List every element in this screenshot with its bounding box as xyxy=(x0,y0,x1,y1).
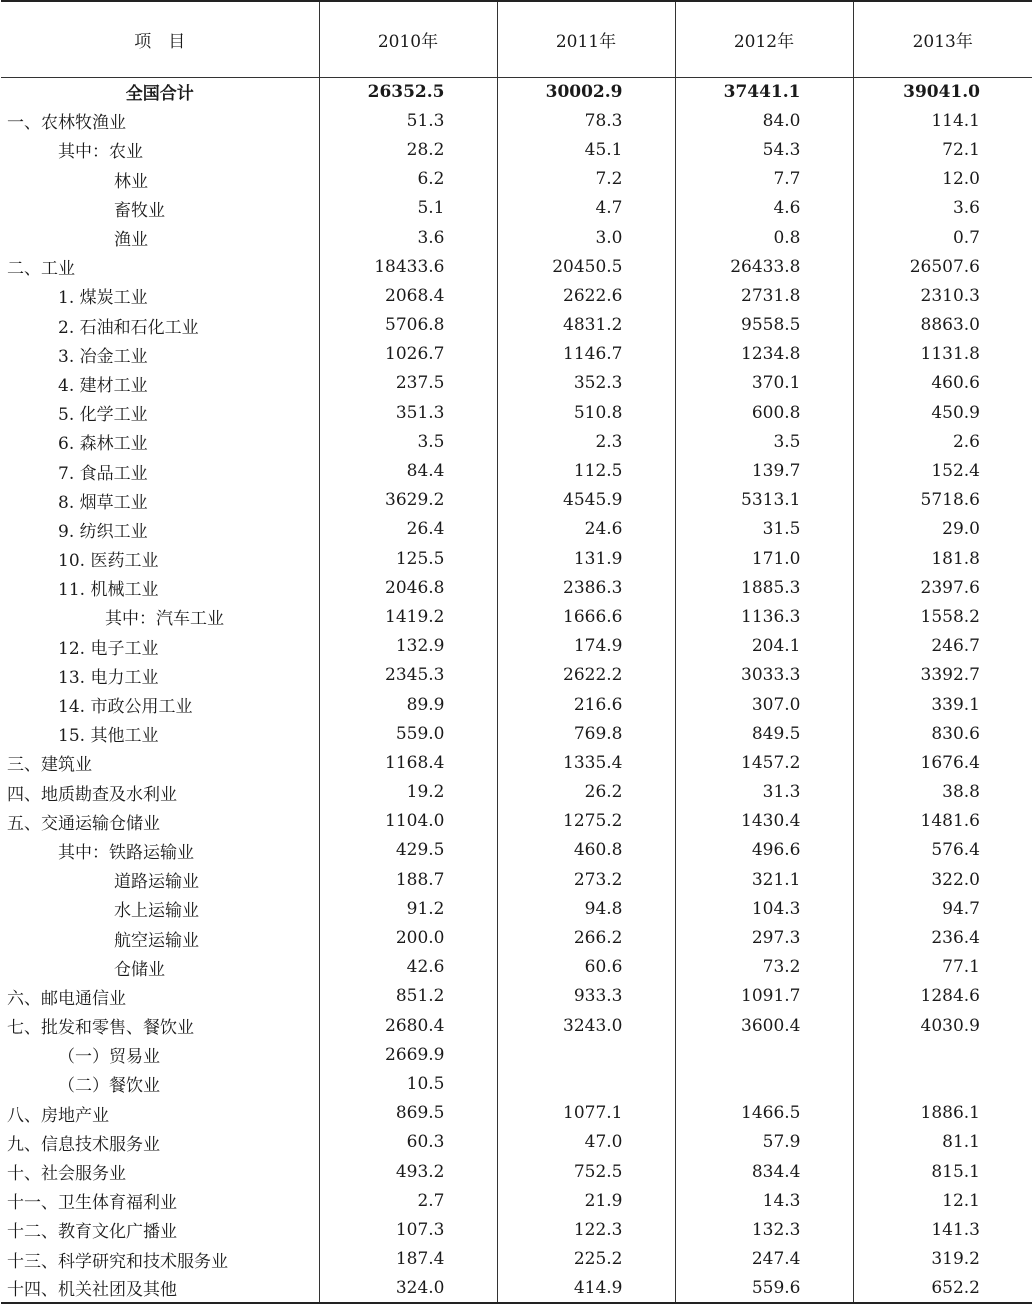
value-cell-2013: 1284.6 xyxy=(853,982,1032,1011)
value-cell-2012: 31.3 xyxy=(675,778,853,807)
value-cell-2010: 2680.4 xyxy=(319,1011,497,1040)
row-label: 仓储业 xyxy=(114,959,165,980)
value-cell-2012: 1091.7 xyxy=(675,982,853,1011)
row-label: 12. 电子工业 xyxy=(58,638,159,659)
row-label: 十、社会服务业 xyxy=(7,1164,126,1185)
value-cell-2012: 3600.4 xyxy=(675,1011,853,1040)
value-cell-2011 xyxy=(497,1069,675,1098)
table-row xyxy=(1,1245,1032,1274)
table-row xyxy=(1,77,1032,106)
value-cell-2013: 141.3 xyxy=(853,1215,1032,1244)
table-row xyxy=(1,661,1032,690)
row-label: 八、房地产业 xyxy=(7,1105,109,1126)
value-cell-2010: 26352.5 xyxy=(319,77,497,106)
row-label: 10. 医药工业 xyxy=(58,551,159,572)
value-cell-2012: 1234.8 xyxy=(675,340,853,369)
value-cell-2010: 493.2 xyxy=(319,1157,497,1186)
value-cell-2011: 4.7 xyxy=(497,194,675,223)
value-cell-2013: 319.2 xyxy=(853,1245,1032,1274)
table-row xyxy=(1,252,1032,281)
value-cell-2013: 12.1 xyxy=(853,1186,1032,1215)
value-cell-2011: 24.6 xyxy=(497,515,675,544)
value-cell-2013: 12.0 xyxy=(853,165,1032,194)
value-cell-2011: 7.2 xyxy=(497,165,675,194)
table-row xyxy=(1,311,1032,340)
value-cell-2010: 42.6 xyxy=(319,953,497,982)
investment-table xyxy=(1,0,1032,1304)
row-label: （二）餐饮业 xyxy=(58,1076,160,1097)
value-cell-2012: 247.4 xyxy=(675,1245,853,1274)
table-row xyxy=(1,340,1032,369)
value-cell-2010: 3.5 xyxy=(319,427,497,456)
value-cell-2012: 57.9 xyxy=(675,1128,853,1157)
row-label: 1. 煤炭工业 xyxy=(58,288,148,309)
row-label: 全国合计 xyxy=(125,84,194,105)
value-cell-2010: 851.2 xyxy=(319,982,497,1011)
value-cell-2011: 1146.7 xyxy=(497,340,675,369)
value-cell-2013: 450.9 xyxy=(853,398,1032,427)
value-cell-2012: 4.6 xyxy=(675,194,853,223)
value-cell-2013: 1558.2 xyxy=(853,602,1032,631)
value-cell-2010: 6.2 xyxy=(319,165,497,194)
value-cell-2012: 31.5 xyxy=(675,515,853,544)
row-label: 道路运输业 xyxy=(114,872,199,893)
table-row xyxy=(1,456,1032,485)
row-label: 三、建筑业 xyxy=(7,755,92,776)
value-cell-2013: 815.1 xyxy=(853,1157,1032,1186)
table-row xyxy=(1,1069,1032,1098)
row-label: 11. 机械工业 xyxy=(58,580,159,601)
row-label: 一、农林牧渔业 xyxy=(7,113,126,134)
value-cell-2012: 2731.8 xyxy=(675,281,853,310)
value-cell-2013: 3392.7 xyxy=(853,661,1032,690)
value-cell-2012 xyxy=(675,1069,853,1098)
value-cell-2010: 324.0 xyxy=(319,1274,497,1303)
table-row xyxy=(1,1011,1032,1040)
table-row xyxy=(1,982,1032,1011)
value-cell-2013: 460.6 xyxy=(853,369,1032,398)
value-cell-2012: 73.2 xyxy=(675,953,853,982)
value-cell-2010: 51.3 xyxy=(319,106,497,135)
table-row xyxy=(1,281,1032,310)
value-cell-2013: 652.2 xyxy=(853,1274,1032,1303)
value-cell-2013: 26507.6 xyxy=(853,252,1032,281)
value-cell-2010: 429.5 xyxy=(319,836,497,865)
value-cell-2013: 8863.0 xyxy=(853,311,1032,340)
value-cell-2011: 20450.5 xyxy=(497,252,675,281)
row-label: 8. 烟草工业 xyxy=(58,492,148,513)
value-cell-2011: 1275.2 xyxy=(497,807,675,836)
row-label: 十二、教育文化广播业 xyxy=(7,1222,177,1243)
value-cell-2012: 7.7 xyxy=(675,165,853,194)
value-cell-2012: 849.5 xyxy=(675,719,853,748)
value-cell-2011: 769.8 xyxy=(497,719,675,748)
table-row xyxy=(1,486,1032,515)
value-cell-2010: 18433.6 xyxy=(319,252,497,281)
value-cell-2011: 460.8 xyxy=(497,836,675,865)
value-cell-2011: 414.9 xyxy=(497,1274,675,1303)
value-cell-2012: 321.1 xyxy=(675,865,853,894)
value-cell-2012: 297.3 xyxy=(675,923,853,952)
value-cell-2013: 38.8 xyxy=(853,778,1032,807)
header-year-2012: 2012年 xyxy=(675,1,853,77)
value-cell-2013: 576.4 xyxy=(853,836,1032,865)
value-cell-2013: 3.6 xyxy=(853,194,1032,223)
value-cell-2011: 21.9 xyxy=(497,1186,675,1215)
value-cell-2011: 2622.6 xyxy=(497,281,675,310)
value-cell-2010: 5706.8 xyxy=(319,311,497,340)
value-cell-2013: 114.1 xyxy=(853,106,1032,135)
value-cell-2012 xyxy=(675,1040,853,1069)
value-cell-2013: 0.7 xyxy=(853,223,1032,252)
row-label: 6. 森林工业 xyxy=(58,434,148,455)
value-cell-2011: 78.3 xyxy=(497,106,675,135)
value-cell-2012: 14.3 xyxy=(675,1186,853,1215)
value-cell-2010: 559.0 xyxy=(319,719,497,748)
table-row xyxy=(1,923,1032,952)
value-cell-2012: 139.7 xyxy=(675,456,853,485)
value-cell-2011 xyxy=(497,1040,675,1069)
value-cell-2013 xyxy=(853,1040,1032,1069)
value-cell-2010: 2669.9 xyxy=(319,1040,497,1069)
value-cell-2010: 5.1 xyxy=(319,194,497,223)
value-cell-2012: 3033.3 xyxy=(675,661,853,690)
value-cell-2011: 2.3 xyxy=(497,427,675,456)
value-cell-2010: 2345.3 xyxy=(319,661,497,690)
value-cell-2010: 2.7 xyxy=(319,1186,497,1215)
row-label: 航空运输业 xyxy=(114,930,199,951)
table-row xyxy=(1,165,1032,194)
value-cell-2010: 10.5 xyxy=(319,1069,497,1098)
table-row xyxy=(1,573,1032,602)
table-row xyxy=(1,398,1032,427)
value-cell-2011: 122.3 xyxy=(497,1215,675,1244)
table-row xyxy=(1,1157,1032,1186)
value-cell-2011: 2386.3 xyxy=(497,573,675,602)
table-row xyxy=(1,1274,1032,1303)
value-cell-2010: 26.4 xyxy=(319,515,497,544)
value-cell-2012: 171.0 xyxy=(675,544,853,573)
table-row xyxy=(1,427,1032,456)
row-label: 渔业 xyxy=(114,230,148,251)
value-cell-2011: 3.0 xyxy=(497,223,675,252)
table-row xyxy=(1,602,1032,631)
row-label: 四、地质勘查及水利业 xyxy=(7,784,177,805)
table-row xyxy=(1,632,1032,661)
value-cell-2010: 84.4 xyxy=(319,456,497,485)
table-row xyxy=(1,865,1032,894)
value-cell-2010: 3.6 xyxy=(319,223,497,252)
row-label: 畜牧业 xyxy=(114,200,165,221)
value-cell-2011: 752.5 xyxy=(497,1157,675,1186)
value-cell-2010: 200.0 xyxy=(319,923,497,952)
table-row xyxy=(1,369,1032,398)
value-cell-2013: 830.6 xyxy=(853,719,1032,748)
value-cell-2010: 351.3 xyxy=(319,398,497,427)
row-label: 15. 其他工业 xyxy=(58,726,159,747)
value-cell-2012: 54.3 xyxy=(675,135,853,164)
table-row xyxy=(1,515,1032,544)
value-cell-2012: 834.4 xyxy=(675,1157,853,1186)
value-cell-2012: 1885.3 xyxy=(675,573,853,602)
value-cell-2013: 94.7 xyxy=(853,894,1032,923)
table-row xyxy=(1,690,1032,719)
table-row xyxy=(1,106,1032,135)
value-cell-2011: 26.2 xyxy=(497,778,675,807)
table-row xyxy=(1,1099,1032,1128)
table-row xyxy=(1,1040,1032,1069)
value-cell-2012: 0.8 xyxy=(675,223,853,252)
value-cell-2012: 370.1 xyxy=(675,369,853,398)
header-year-2011: 2011年 xyxy=(497,1,675,77)
value-cell-2012: 204.1 xyxy=(675,632,853,661)
value-cell-2012: 1457.2 xyxy=(675,748,853,777)
value-cell-2011: 4831.2 xyxy=(497,311,675,340)
row-label: 2. 石油和石化工业 xyxy=(58,317,199,338)
table-row xyxy=(1,778,1032,807)
table-row xyxy=(1,1215,1032,1244)
value-cell-2012: 1430.4 xyxy=(675,807,853,836)
row-label: 7. 食品工业 xyxy=(58,463,148,484)
value-cell-2011: 266.2 xyxy=(497,923,675,952)
row-label: 十三、科学研究和技术服务业 xyxy=(7,1251,228,1272)
value-cell-2011: 47.0 xyxy=(497,1128,675,1157)
value-cell-2010: 188.7 xyxy=(319,865,497,894)
table-row xyxy=(1,223,1032,252)
header-row xyxy=(1,1,1032,77)
value-cell-2013: 2310.3 xyxy=(853,281,1032,310)
table-row xyxy=(1,748,1032,777)
value-cell-2013 xyxy=(853,1069,1032,1098)
value-cell-2011: 4545.9 xyxy=(497,486,675,515)
table-row xyxy=(1,719,1032,748)
value-cell-2013: 2397.6 xyxy=(853,573,1032,602)
value-cell-2013: 2.6 xyxy=(853,427,1032,456)
row-label: 13. 电力工业 xyxy=(58,667,159,688)
row-label: 其中：农业 xyxy=(58,142,143,163)
value-cell-2012: 600.8 xyxy=(675,398,853,427)
value-cell-2010: 60.3 xyxy=(319,1128,497,1157)
value-cell-2011: 510.8 xyxy=(497,398,675,427)
header-year-2010: 2010年 xyxy=(319,1,497,77)
row-label: 七、批发和零售、餐饮业 xyxy=(7,1018,194,1039)
value-cell-2010: 107.3 xyxy=(319,1215,497,1244)
value-cell-2010: 19.2 xyxy=(319,778,497,807)
value-cell-2012: 496.6 xyxy=(675,836,853,865)
value-cell-2010: 125.5 xyxy=(319,544,497,573)
value-cell-2013: 5718.6 xyxy=(853,486,1032,515)
value-cell-2013: 339.1 xyxy=(853,690,1032,719)
value-cell-2011: 112.5 xyxy=(497,456,675,485)
table-row xyxy=(1,544,1032,573)
value-cell-2013: 152.4 xyxy=(853,456,1032,485)
value-cell-2013: 1131.8 xyxy=(853,340,1032,369)
value-cell-2012: 307.0 xyxy=(675,690,853,719)
value-cell-2012: 26433.8 xyxy=(675,252,853,281)
value-cell-2011: 225.2 xyxy=(497,1245,675,1274)
value-cell-2010: 869.5 xyxy=(319,1099,497,1128)
row-label: 9. 纺织工业 xyxy=(58,521,148,542)
value-cell-2013: 236.4 xyxy=(853,923,1032,952)
value-cell-2013: 1886.1 xyxy=(853,1099,1032,1128)
value-cell-2010: 1419.2 xyxy=(319,602,497,631)
value-cell-2012: 5313.1 xyxy=(675,486,853,515)
value-cell-2010: 3629.2 xyxy=(319,486,497,515)
value-cell-2011: 1077.1 xyxy=(497,1099,675,1128)
table-row xyxy=(1,807,1032,836)
header-item: 项 目 xyxy=(1,1,319,77)
row-label: 十四、机关社团及其他 xyxy=(1,1274,319,1303)
value-cell-2013: 181.8 xyxy=(853,544,1032,573)
value-cell-2013: 322.0 xyxy=(853,865,1032,894)
value-cell-2010: 132.9 xyxy=(319,632,497,661)
value-cell-2011: 2622.2 xyxy=(497,661,675,690)
row-label: 水上运输业 xyxy=(114,901,199,922)
value-cell-2010: 2068.4 xyxy=(319,281,497,310)
value-cell-2012: 84.0 xyxy=(675,106,853,135)
table-row xyxy=(1,194,1032,223)
table-row xyxy=(1,1128,1032,1157)
value-cell-2012: 104.3 xyxy=(675,894,853,923)
row-label: 14. 市政公用工业 xyxy=(58,697,193,718)
table-row xyxy=(1,135,1032,164)
row-label: 二、工业 xyxy=(7,259,75,280)
row-label: 3. 冶金工业 xyxy=(58,346,148,367)
table-row xyxy=(1,953,1032,982)
value-cell-2012: 9558.5 xyxy=(675,311,853,340)
row-label: （一）贸易业 xyxy=(58,1047,160,1068)
value-cell-2012: 1466.5 xyxy=(675,1099,853,1128)
table-row xyxy=(1,894,1032,923)
value-cell-2012: 3.5 xyxy=(675,427,853,456)
value-cell-2013: 39041.0 xyxy=(853,77,1032,106)
value-cell-2010: 1168.4 xyxy=(319,748,497,777)
value-cell-2013: 77.1 xyxy=(853,953,1032,982)
value-cell-2013: 81.1 xyxy=(853,1128,1032,1157)
table-row xyxy=(1,836,1032,865)
value-cell-2011: 273.2 xyxy=(497,865,675,894)
value-cell-2010: 187.4 xyxy=(319,1245,497,1274)
value-cell-2011: 45.1 xyxy=(497,135,675,164)
value-cell-2010: 1104.0 xyxy=(319,807,497,836)
value-cell-2012: 37441.1 xyxy=(675,77,853,106)
value-cell-2011: 30002.9 xyxy=(497,77,675,106)
row-label: 十一、卫生体育福利业 xyxy=(7,1193,177,1214)
value-cell-2013: 72.1 xyxy=(853,135,1032,164)
value-cell-2013: 1481.6 xyxy=(853,807,1032,836)
row-label: 4. 建材工业 xyxy=(58,375,148,396)
value-cell-2012: 132.3 xyxy=(675,1215,853,1244)
value-cell-2011: 933.3 xyxy=(497,982,675,1011)
value-cell-2010: 1026.7 xyxy=(319,340,497,369)
value-cell-2011: 352.3 xyxy=(497,369,675,398)
value-cell-2011: 3243.0 xyxy=(497,1011,675,1040)
value-cell-2010: 237.5 xyxy=(319,369,497,398)
value-cell-2010: 89.9 xyxy=(319,690,497,719)
value-cell-2011: 1335.4 xyxy=(497,748,675,777)
value-cell-2010: 2046.8 xyxy=(319,573,497,602)
row-label: 林业 xyxy=(114,171,148,192)
row-label: 六、邮电通信业 xyxy=(7,988,126,1009)
value-cell-2011: 60.6 xyxy=(497,953,675,982)
row-label: 其中：汽车工业 xyxy=(105,609,224,630)
value-cell-2011: 131.9 xyxy=(497,544,675,573)
value-cell-2012: 1136.3 xyxy=(675,602,853,631)
value-cell-2011: 1666.6 xyxy=(497,602,675,631)
value-cell-2013: 1676.4 xyxy=(853,748,1032,777)
value-cell-2010: 91.2 xyxy=(319,894,497,923)
value-cell-2013: 246.7 xyxy=(853,632,1032,661)
table-row xyxy=(1,1186,1032,1215)
table-body xyxy=(1,77,1032,1303)
value-cell-2011: 216.6 xyxy=(497,690,675,719)
value-cell-2011: 94.8 xyxy=(497,894,675,923)
row-label: 九、信息技术服务业 xyxy=(7,1134,160,1155)
row-label: 五、交通运输仓储业 xyxy=(7,813,160,834)
value-cell-2011: 174.9 xyxy=(497,632,675,661)
value-cell-2010: 28.2 xyxy=(319,135,497,164)
value-cell-2012: 559.6 xyxy=(675,1274,853,1303)
value-cell-2013: 4030.9 xyxy=(853,1011,1032,1040)
row-label: 其中：铁路运输业 xyxy=(58,842,194,863)
row-label: 5. 化学工业 xyxy=(58,405,148,426)
value-cell-2013: 29.0 xyxy=(853,515,1032,544)
header-year-2013: 2013年 xyxy=(853,1,1032,77)
